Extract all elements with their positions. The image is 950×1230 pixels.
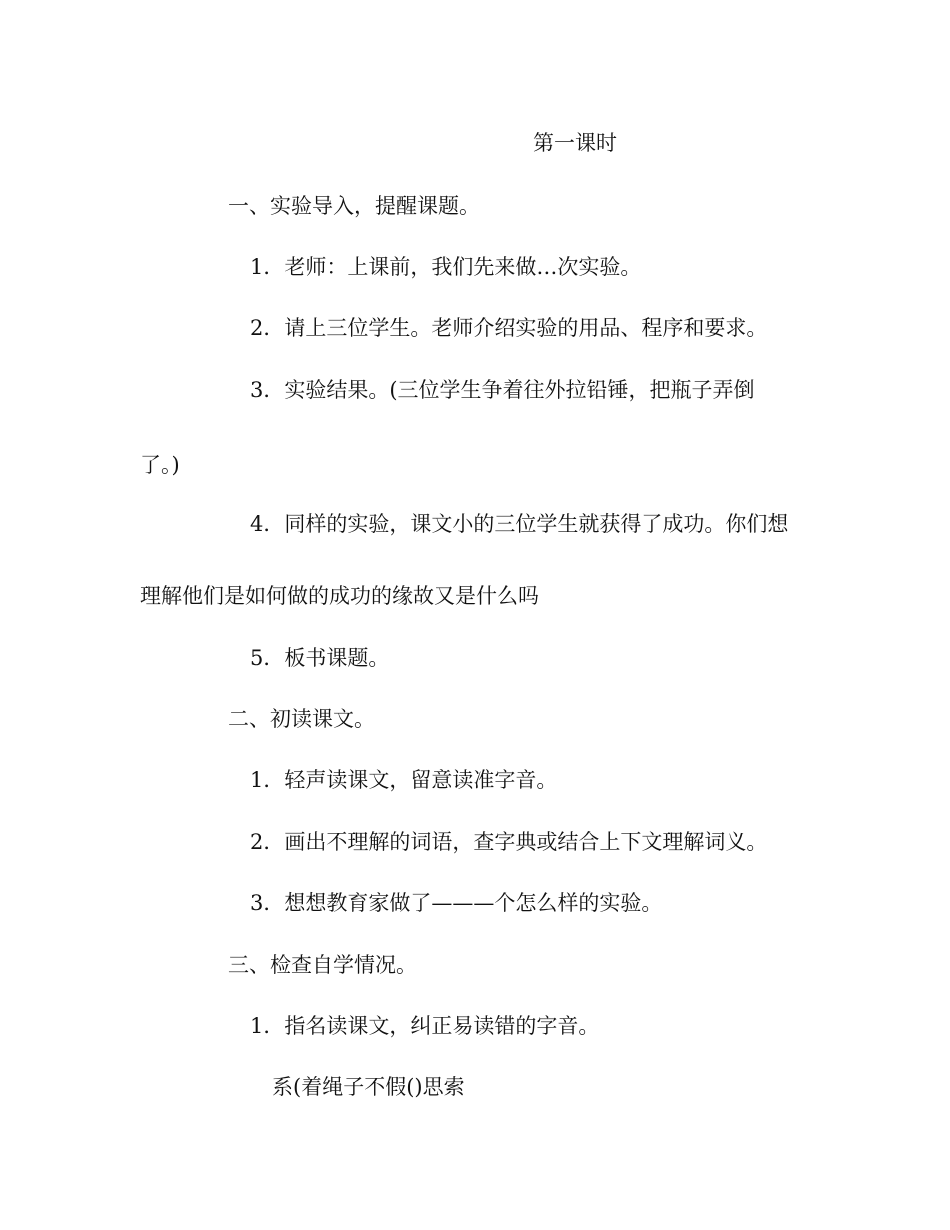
list-item: 1．老师：上课前，我们先来做…次实验。 — [250, 255, 642, 279]
list-item: 1．指名读课文，纠正易读错的字音。 — [250, 1014, 600, 1038]
list-item: 3．想想教育家做了———个怎么样的实验。 — [250, 891, 663, 915]
section-heading: 一、实验导入，提醒课题。 — [228, 194, 480, 218]
list-item: 1．轻声读课文，留意读准字音。 — [250, 768, 558, 792]
vocabulary-line: 系(着绳子不假()思索 — [272, 1075, 465, 1099]
list-item-continuation: 理解他们是如何做的成功的缘故又是什么吗 — [140, 584, 539, 608]
list-item: 2．画出不理解的词语，查字典或结合上下文理解词义。 — [250, 830, 768, 854]
list-item: 5．板书课题。 — [250, 646, 390, 670]
lesson-title: 第一课时 — [533, 131, 617, 155]
list-item: 4．同样的实验，课文小的三位学生就获得了成功。你们想 — [250, 512, 789, 536]
list-item: 3．实验结果。(三位学生争着往外拉铅锤，把瓶子弄倒 — [250, 378, 755, 402]
section-heading: 二、初读课文。 — [228, 707, 375, 731]
section-heading: 三、检查自学情况。 — [228, 953, 417, 977]
list-item-continuation: 了。) — [140, 453, 180, 477]
list-item: 2．请上三位学生。老师介绍实验的用品、程序和要求。 — [250, 316, 768, 340]
